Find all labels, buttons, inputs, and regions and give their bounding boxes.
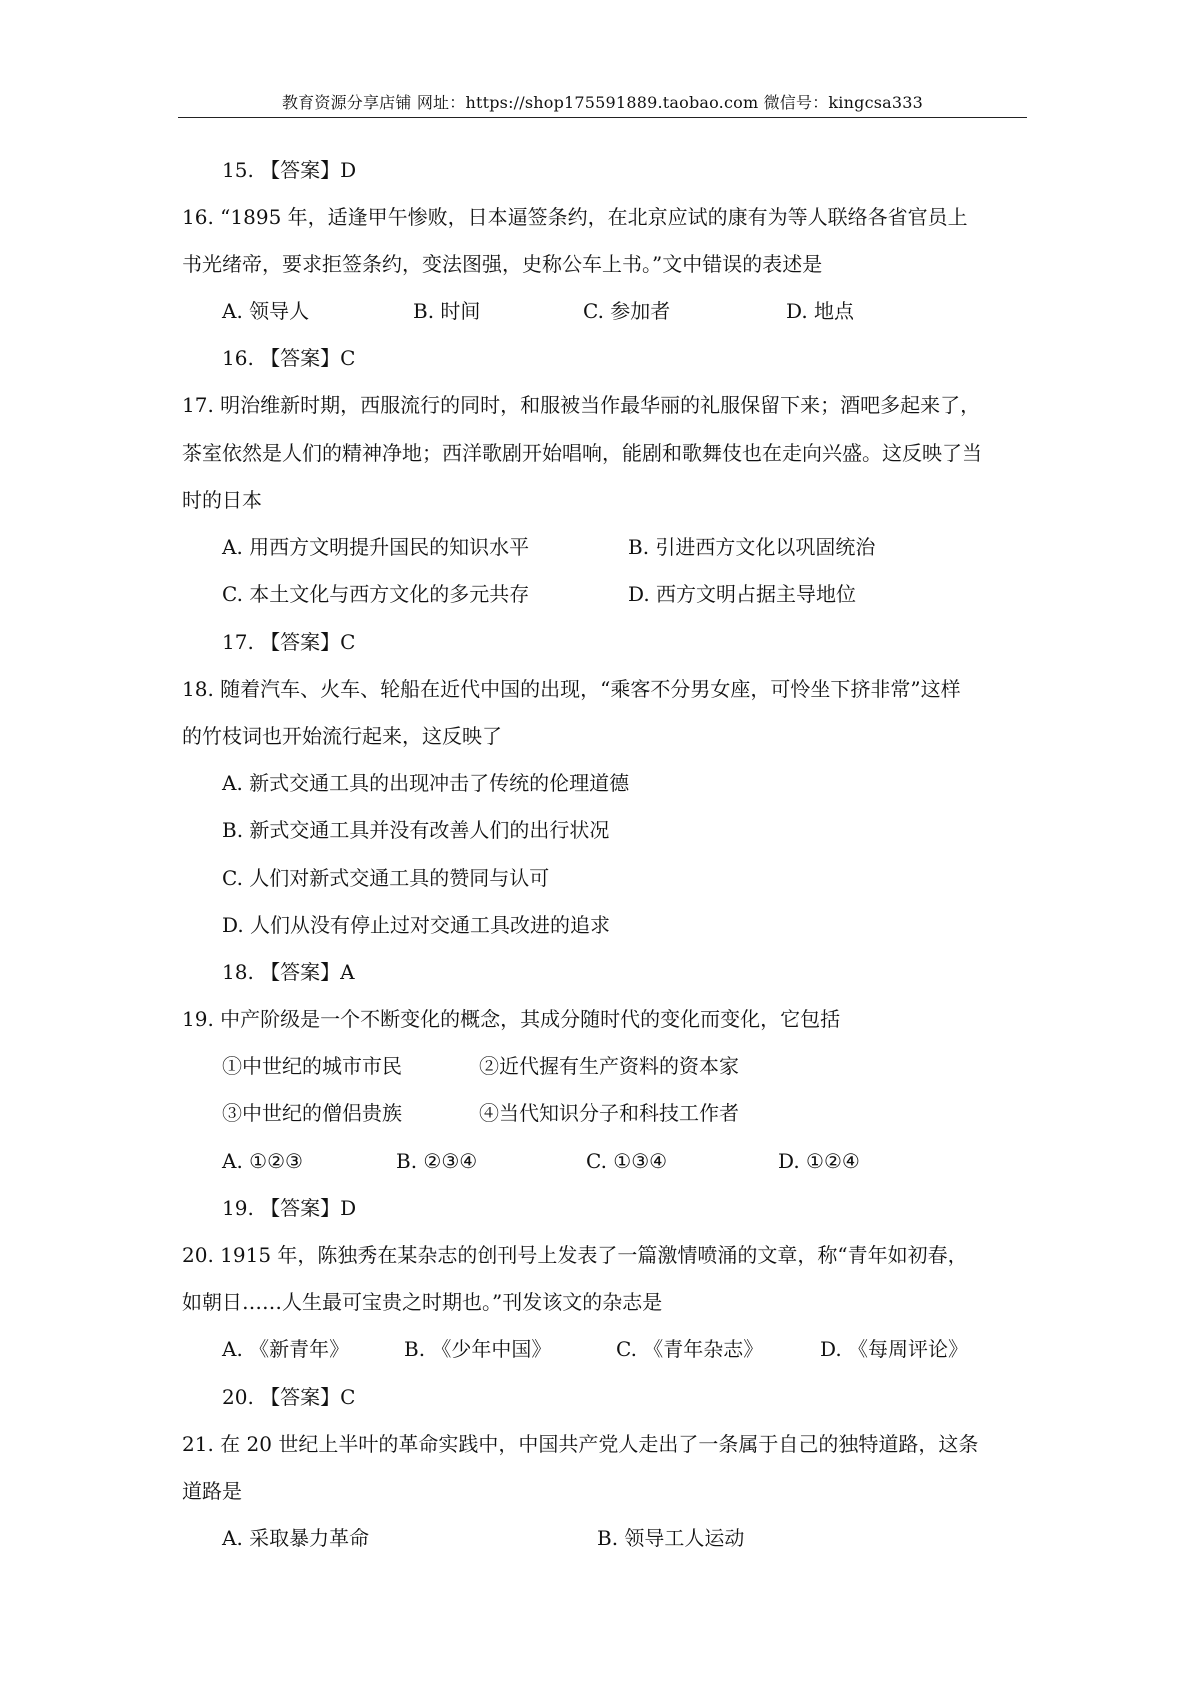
answer-18: 18. 【答案】A — [222, 960, 355, 984]
question-18-stem-line-1: 18. 随着汽车、火车、轮船在近代中国的出现，“乘客不分男女座，可怜坐下挤非常”这样 — [182, 677, 961, 701]
question-16-option-a: A. 领导人 — [222, 299, 310, 323]
question-19-item-4: ④当代知识分子和科技工作者 — [479, 1101, 739, 1125]
question-16-stem-line-2: 书光绪帝，要求拒签条约，变法图强，史称公车上书。”文中错误的表述是 — [182, 252, 823, 276]
question-19-option-b: B. ②③④ — [396, 1149, 478, 1173]
answer-17: 17. 【答案】C — [222, 630, 356, 654]
question-17-option-b: B. 引进西方文化以巩固统治 — [628, 535, 876, 559]
question-19-item-2: ②近代握有生产资料的资本家 — [479, 1054, 739, 1078]
question-20-option-c: C. 《青年杂志》 — [616, 1337, 764, 1361]
question-19-item-1: ①中世纪的城市市民 — [222, 1054, 402, 1078]
page-header: 教育资源分享店铺 网址：https://shop175591889.taobao.com 微信号：kingcsa333 — [281, 93, 924, 112]
question-16-option-b: B. 时间 — [413, 299, 481, 323]
answer-16: 16. 【答案】C — [222, 346, 356, 370]
question-20-option-d: D. 《每周评论》 — [820, 1337, 969, 1361]
question-18-option-a: A. 新式交通工具的出现冲击了传统的伦理道德 — [222, 771, 630, 795]
question-19-option-a: A. ①②③ — [222, 1149, 303, 1173]
question-16-option-d: D. 地点 — [786, 299, 855, 323]
question-16-option-c: C. 参加者 — [583, 299, 671, 323]
question-17-option-d: D. 西方文明占据主导地位 — [628, 582, 857, 606]
question-20-stem-line-2: 如朝日……人生最可宝贵之时期也。”刊发该文的杂志是 — [182, 1290, 663, 1314]
question-17-option-c: C. 本土文化与西方文化的多元共存 — [222, 582, 530, 606]
answer-20: 20. 【答案】C — [222, 1385, 356, 1409]
question-17-option-a: A. 用西方文明提升国民的知识水平 — [222, 535, 530, 559]
question-20-option-a: A. 《新青年》 — [222, 1337, 350, 1361]
question-21-stem-line-2: 道路是 — [182, 1479, 242, 1503]
question-16-stem-line-1: 16. “1895 年，适逢甲午惨败，日本逼签条约，在北京应试的康有为等人联络各省官员上 — [182, 205, 968, 229]
question-21-option-b: B. 领导工人运动 — [597, 1526, 745, 1550]
question-17-stem-line-3: 时的日本 — [182, 488, 262, 512]
question-18-option-d: D. 人们从没有停止过对交通工具改进的追求 — [222, 913, 611, 937]
question-19-option-d: D. ①②④ — [778, 1149, 860, 1173]
question-18-option-b: B. 新式交通工具并没有改善人们的出行状况 — [222, 818, 610, 842]
answer-15: 15. 【答案】D — [222, 158, 357, 182]
question-18-stem-line-2: 的竹枝词也开始流行起来，这反映了 — [182, 724, 502, 748]
answer-19: 19. 【答案】D — [222, 1196, 357, 1220]
question-19-stem-line-1: 19. 中产阶级是一个不断变化的概念，其成分随时代的变化而变化，它包括 — [182, 1007, 841, 1031]
question-17-stem-line-2: 茶室依然是人们的精神净地；西洋歌剧开始唱响，能剧和歌舞伎也在走向兴盛。这反映了当 — [182, 441, 982, 465]
question-21-option-a: A. 采取暴力革命 — [222, 1526, 370, 1550]
question-19-item-3: ③中世纪的僧侣贵族 — [222, 1101, 402, 1125]
header-rule — [178, 117, 1027, 118]
question-20-stem-line-1: 20. 1915 年，陈独秀在某杂志的创刊号上发表了一篇激情喷涌的文章，称“青年如初春， — [182, 1243, 968, 1267]
question-19-option-c: C. ①③④ — [586, 1149, 668, 1173]
question-21-stem-line-1: 21. 在 20 世纪上半叶的革命实践中，中国共产党人走出了一条属于自己的独特道路，这条 — [182, 1432, 979, 1456]
question-20-option-b: B. 《少年中国》 — [404, 1337, 552, 1361]
question-17-stem-line-1: 17. 明治维新时期，西服流行的同时，和服被当作最华丽的礼服保留下来；酒吧多起来了， — [182, 393, 981, 417]
question-18-option-c: C. 人们对新式交通工具的赞同与认可 — [222, 866, 550, 890]
